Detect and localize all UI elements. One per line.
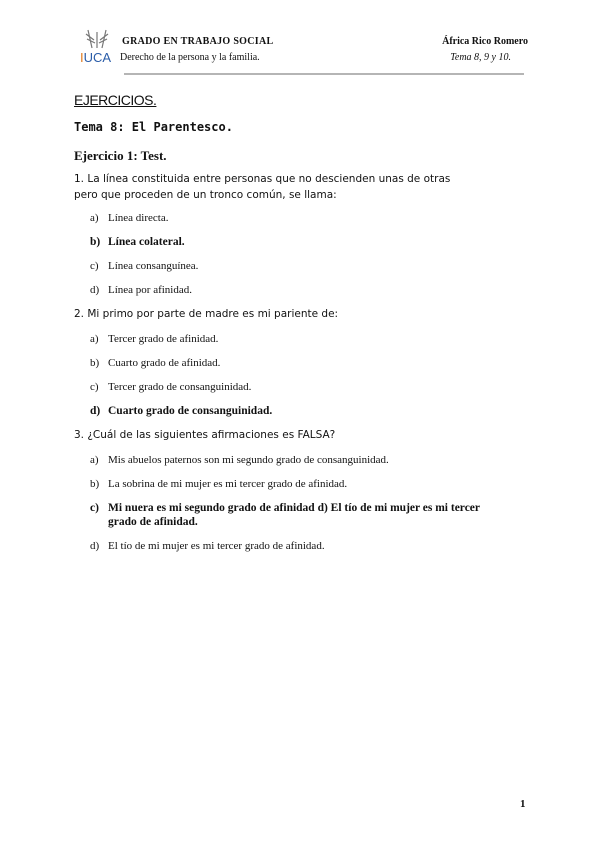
option-letter: a): [90, 212, 99, 224]
option-letter: d): [90, 405, 101, 417]
uca-emblem-icon: [84, 26, 110, 50]
header-subtitle: Derecho de la persona y la familia.: [120, 52, 260, 63]
tema-heading: Tema 8: El Parentesco.: [74, 120, 233, 134]
option-text: Mis abuelos paternos son mi segundo grado de consanguinidad.: [108, 454, 389, 466]
option-1b-correct: [90, 235, 510, 249]
header-author: África Rico Romero: [442, 36, 528, 47]
option-text: El tío de mi mujer es mi tercer grado de afinidad.: [108, 540, 325, 552]
option-text: Cuarto grado de afinidad.: [108, 357, 221, 369]
option-letter: c): [90, 381, 99, 393]
header-divider: [124, 73, 524, 75]
question-1: 1. La línea constituida entre personas que no descienden unas de otras pero que proceden de un tronco común, se llama:: [74, 173, 451, 201]
question-2: 2. Mi primo por parte de madre es mi pariente de:: [74, 308, 339, 320]
question-3: 3. ¿Cuál de las siguientes afirmaciones es FALSA?: [74, 429, 336, 441]
option-3b: [90, 477, 510, 491]
option-3a: [90, 453, 510, 467]
option-text: Cuarto grado de consanguinidad.: [108, 405, 273, 417]
option-2d-correct: [90, 404, 510, 418]
option-1c: [90, 259, 510, 273]
page-heading: EJERCICIOS.: [74, 92, 157, 108]
option-letter: a): [90, 333, 99, 345]
option-letter: d): [90, 284, 100, 296]
option-text: Tercer grado de afinidad.: [108, 333, 219, 345]
header-tema: Tema 8, 9 y 10.: [450, 52, 511, 63]
option-3d: [90, 539, 510, 553]
header-title: GRADO EN TRABAJO SOCIAL: [122, 36, 274, 47]
option-2c: [90, 380, 510, 394]
logo-text: IUCA: [80, 50, 112, 65]
uca-logo: [78, 26, 116, 66]
option-text: Línea por afinidad.: [108, 284, 192, 296]
option-letter: c): [90, 260, 99, 272]
option-text: Línea colateral.: [108, 236, 185, 248]
option-letter: b): [90, 357, 100, 369]
option-1a: [90, 211, 510, 225]
option-text: Mi nuera es mi segundo grado de afinidad d) El tío de mi mujer es mi tercer grado de afinidad.: [108, 502, 480, 528]
option-text: La sobrina de mi mujer es mi tercer grado de afinidad.: [108, 478, 348, 490]
option-2a: [90, 332, 510, 346]
option-text: Línea consanguínea.: [108, 260, 199, 272]
option-2b: [90, 356, 510, 370]
exercise-heading: Ejercicio 1: Test.: [74, 148, 167, 163]
option-letter: a): [90, 454, 99, 466]
option-letter: c): [90, 502, 99, 514]
option-text: Tercer grado de consanguinidad.: [108, 381, 252, 393]
option-3c-correct: [90, 501, 510, 529]
option-1d: [90, 283, 510, 297]
page-number: 1: [520, 798, 526, 810]
option-text: Línea directa.: [108, 212, 169, 224]
option-letter: b): [90, 478, 100, 490]
option-letter: b): [90, 236, 101, 248]
option-letter: d): [90, 540, 100, 552]
